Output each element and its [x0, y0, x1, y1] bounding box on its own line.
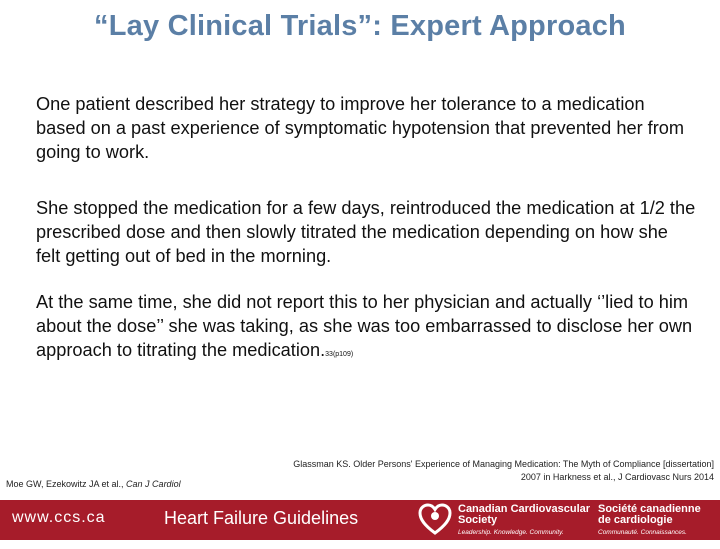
ccs-heart-logo-icon — [418, 503, 452, 537]
org-en-tagline: Leadership. Knowledge. Community. — [458, 529, 564, 536]
reference-left-authors: Moe GW, Ezekowitz JA et al., — [6, 479, 127, 489]
reference-left — [6, 479, 181, 489]
org-fr-line2: de cardiologie — [598, 514, 673, 526]
reference-right-line1: Glassman KS. Older Persons' Experience of Managing Medication: The Myth of Compliance [dissertation] — [293, 459, 714, 469]
org-en-line1: Canadian Cardiovascular — [458, 503, 591, 515]
org-name-french — [598, 504, 720, 549]
org-name-english — [458, 504, 590, 538]
footer-bar — [0, 500, 720, 547]
reference-right-line2: 2007 in Harkness et al., J Cardiovasc Nurs 2014 — [520, 472, 714, 482]
citation-superscript: 33(p109) — [325, 351, 354, 358]
org-en-line2: Society — [458, 514, 498, 526]
reference-left-journal: Can J Cardiol — [126, 479, 181, 489]
paragraph-strategy: One patient described her strategy to improve her tolerance to a medication based on a past experience of symptomatic hypotension that prevented her from going to work. — [36, 94, 685, 162]
paragraph-disclosure-text: At the same time, she did not report this to her physician and actually ‘’lied to him about the dose’’ she was taking, as she was too embarrassed to disclose her own approach to titrating the medication. — [36, 292, 693, 360]
reference-right — [290, 458, 714, 484]
paragraph-titration: She stopped the medication for a few days, reintroduced the medication at 1/2 the prescribed dose and then slowly titrated the medication depending on how she felt getting out of bed in the morning. — [36, 198, 696, 266]
footer-title: Heart Failure Guidelines — [164, 508, 359, 528]
org-fr-tagline: Communauté. Connaissances. Leadership. — [598, 529, 687, 547]
paragraph-disclosure — [36, 290, 696, 367]
slide-title: “Lay Clinical Trials”: Expert Approach — [94, 10, 626, 42]
footer-url-link[interactable]: www.ccs.ca — [12, 509, 106, 526]
org-fr-line1: Société canadienne — [598, 503, 701, 515]
